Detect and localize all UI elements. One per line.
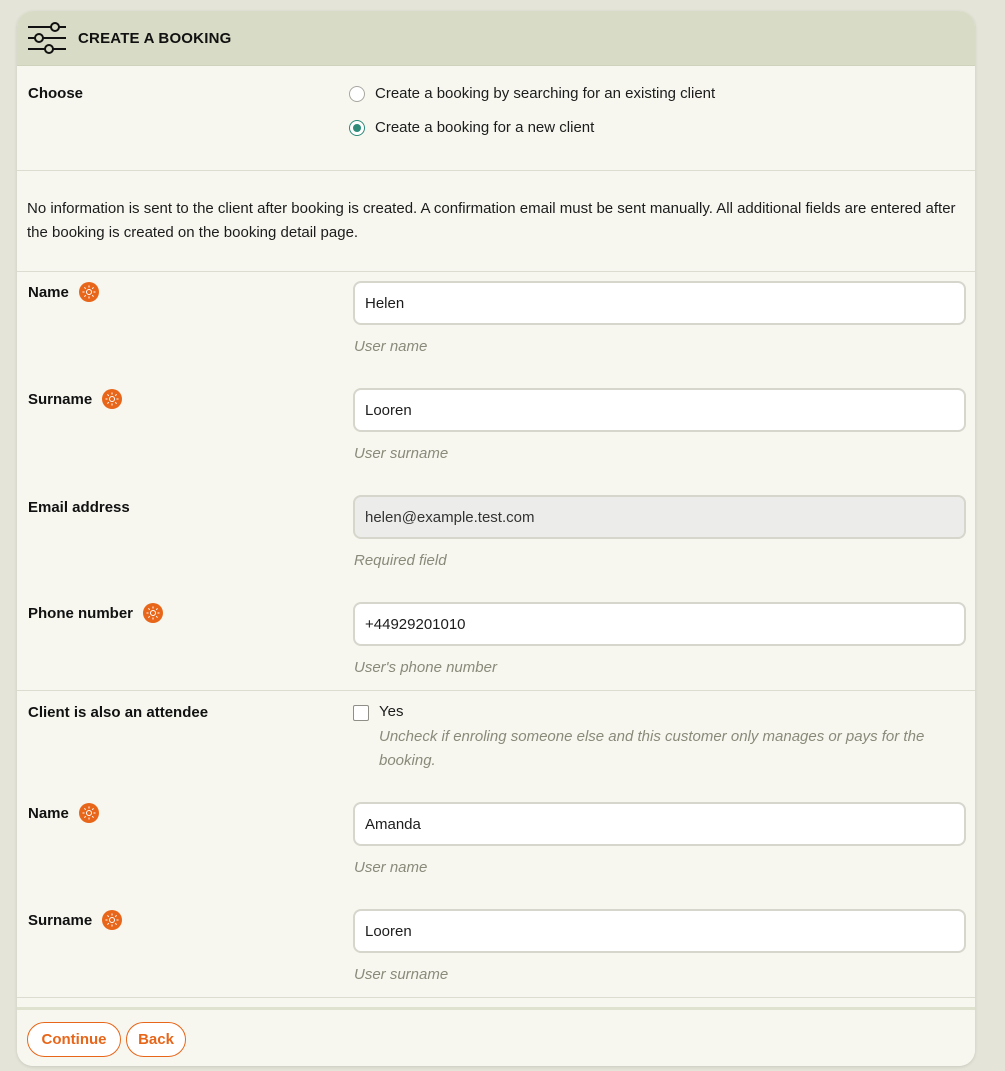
attendee-checkbox-label[interactable]: Yes: [379, 703, 404, 720]
form-footer: [17, 1007, 975, 1066]
name-label: Name: [28, 282, 99, 302]
required-sun-icon: [143, 603, 163, 623]
divider: [17, 170, 975, 171]
surname-hint: User surname: [354, 445, 449, 462]
required-sun-icon: [79, 282, 99, 302]
phone-input[interactable]: [353, 602, 966, 646]
attendee-toggle-label: Client is also an attendee: [28, 704, 209, 721]
attendee-checkbox[interactable]: [353, 705, 369, 721]
divider: [17, 690, 975, 691]
surname-input[interactable]: [353, 388, 966, 432]
email-label: Email address: [28, 499, 130, 516]
back-button[interactable]: Back: [126, 1022, 186, 1057]
attendee-surname-input[interactable]: [353, 909, 966, 953]
divider: [17, 271, 975, 272]
required-sun-icon: [102, 389, 122, 409]
create-booking-panel: [17, 11, 975, 1066]
phone-label: Phone number: [28, 603, 163, 623]
radio-button[interactable]: [349, 86, 365, 102]
divider: [17, 997, 975, 998]
attendee-surname-label: Surname: [28, 910, 122, 930]
radio-button-checked[interactable]: [349, 120, 365, 136]
required-sun-icon: [102, 910, 122, 930]
sliders-icon: [27, 21, 67, 55]
surname-label: Surname: [28, 389, 122, 409]
name-hint: User name: [354, 338, 428, 355]
continue-button[interactable]: Continue: [27, 1022, 121, 1057]
radio-new-client[interactable]: Create a booking for a new client: [349, 119, 594, 136]
attendee-name-label: Name: [28, 803, 99, 823]
panel-title: CREATE A BOOKING: [78, 29, 232, 47]
attendee-surname-hint: User surname: [354, 966, 449, 983]
panel-header: [17, 11, 975, 66]
attendee-hint: Uncheck if enroling someone else and this customer only manages or pays for the booking.: [379, 728, 925, 769]
attendee-name-input[interactable]: [353, 802, 966, 846]
attendee-name-hint: User name: [354, 859, 428, 876]
required-sun-icon: [79, 803, 99, 823]
radio-existing-client[interactable]: Create a booking by searching for an existing client: [349, 85, 715, 102]
choose-label: Choose: [28, 85, 84, 102]
info-text: No information is sent to the client after booking is created. A confirmation email must be sent manually. All additional fields are entered after the booking is created on the booking detail page.: [27, 200, 956, 241]
email-input: [353, 495, 966, 539]
name-input[interactable]: [353, 281, 966, 325]
email-hint: Required field: [354, 552, 447, 569]
phone-hint: User's phone number: [354, 659, 497, 676]
